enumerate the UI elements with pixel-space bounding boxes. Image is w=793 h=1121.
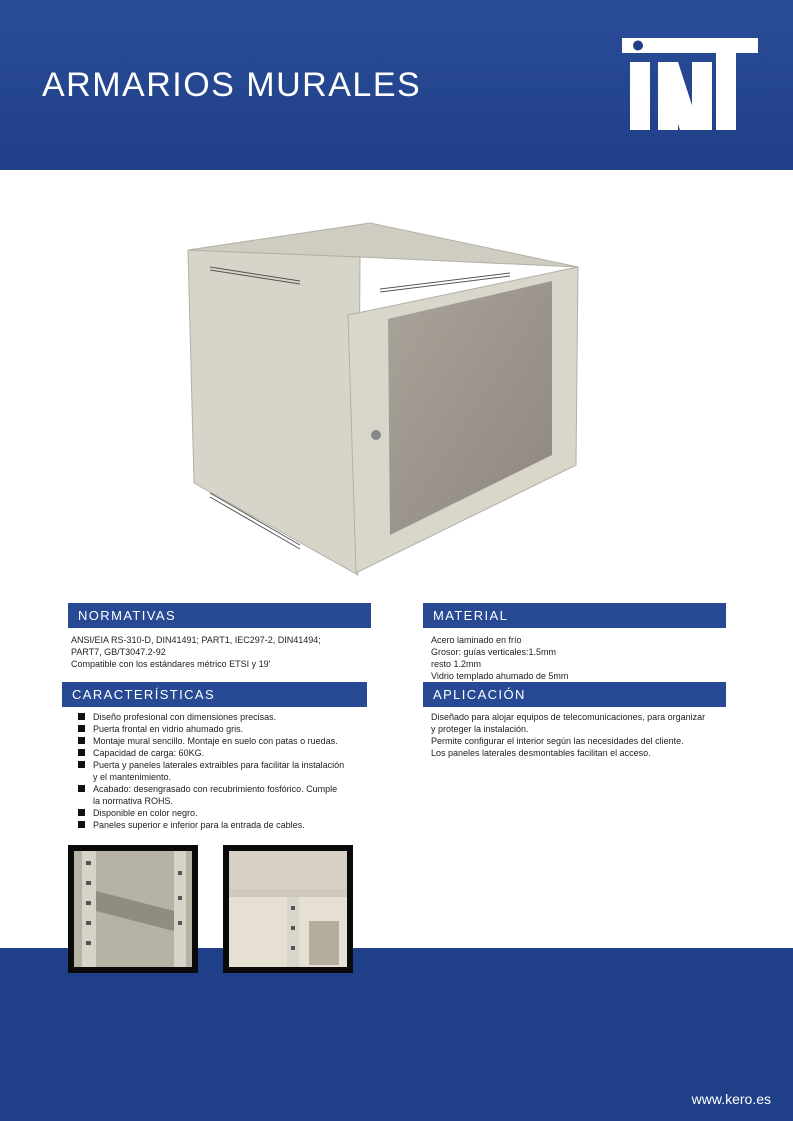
material-text [431, 634, 731, 682]
list-item-continuation: y el mantenimiento. [93, 772, 172, 782]
normativas-heading: NORMATIVAS [68, 603, 371, 628]
list-item: Acabado: desengrasado con recubrimiento fosfórico. Cumple [78, 783, 378, 795]
aplicacion-line: Permite configurar el interior según las necesidades del cliente. [431, 736, 684, 746]
website-url: www.kero.es [691, 1091, 771, 1107]
list-item: Disponible en color negro. [78, 807, 378, 819]
page-title: ARMARIOS MURALES [42, 66, 422, 104]
caracteristicas-list [78, 711, 378, 831]
normativas-line: ANSI/EIA RS-310-D, DIN41491; PART1, IEC297-2, DIN41494; [71, 635, 321, 645]
aplicacion-line: y proteger la instalación. [431, 724, 529, 734]
wall-cabinet-photo [180, 215, 582, 585]
caracteristicas-heading: CARACTERÍSTICAS [62, 682, 367, 707]
aplicacion-line: Los paneles laterales desmontables facilitan el acceso. [431, 748, 651, 758]
normativas-line: Compatible con los estándares métrico ETSI y 19' [71, 659, 271, 669]
list-item: Montaje mural sencillo. Montaje en suelo con patas o ruedas. [78, 735, 378, 747]
material-line: resto 1.2mm [431, 659, 482, 669]
aplicacion-heading: APLICACIÓN [423, 682, 726, 707]
detail-photo-interior [223, 845, 353, 973]
detail-photo-rails [68, 845, 198, 973]
material-line: Acero laminado en frío [431, 635, 522, 645]
list-item: Paneles superior e inferior para la entrada de cables. [78, 819, 378, 831]
aplicacion-line: Diseñado para alojar equipos de telecomunicaciones, para organizar [431, 712, 706, 722]
list-item: Diseño profesional con dimensiones precisas. [78, 711, 378, 723]
normativas-line: PART7, GB/T3047.2-92 [71, 647, 166, 657]
material-heading: MATERIAL [423, 603, 726, 628]
list-item: Puerta y paneles laterales extraibles para facilitar la instalación [78, 759, 378, 771]
list-item: Capacidad de carga: 60KG. [78, 747, 378, 759]
footer-band [0, 948, 793, 1121]
list-item: Puerta frontal en vidrio ahumado gris. [78, 723, 378, 735]
int-logo [622, 38, 758, 130]
normativas-text [71, 634, 381, 670]
aplicacion-text [431, 711, 751, 759]
material-line: Vidrio templado ahumado de 5mm [431, 671, 569, 681]
material-line: Grosor: guías verticales:1.5mm [431, 647, 557, 657]
list-item-continuation: la normativa ROHS. [93, 796, 174, 806]
